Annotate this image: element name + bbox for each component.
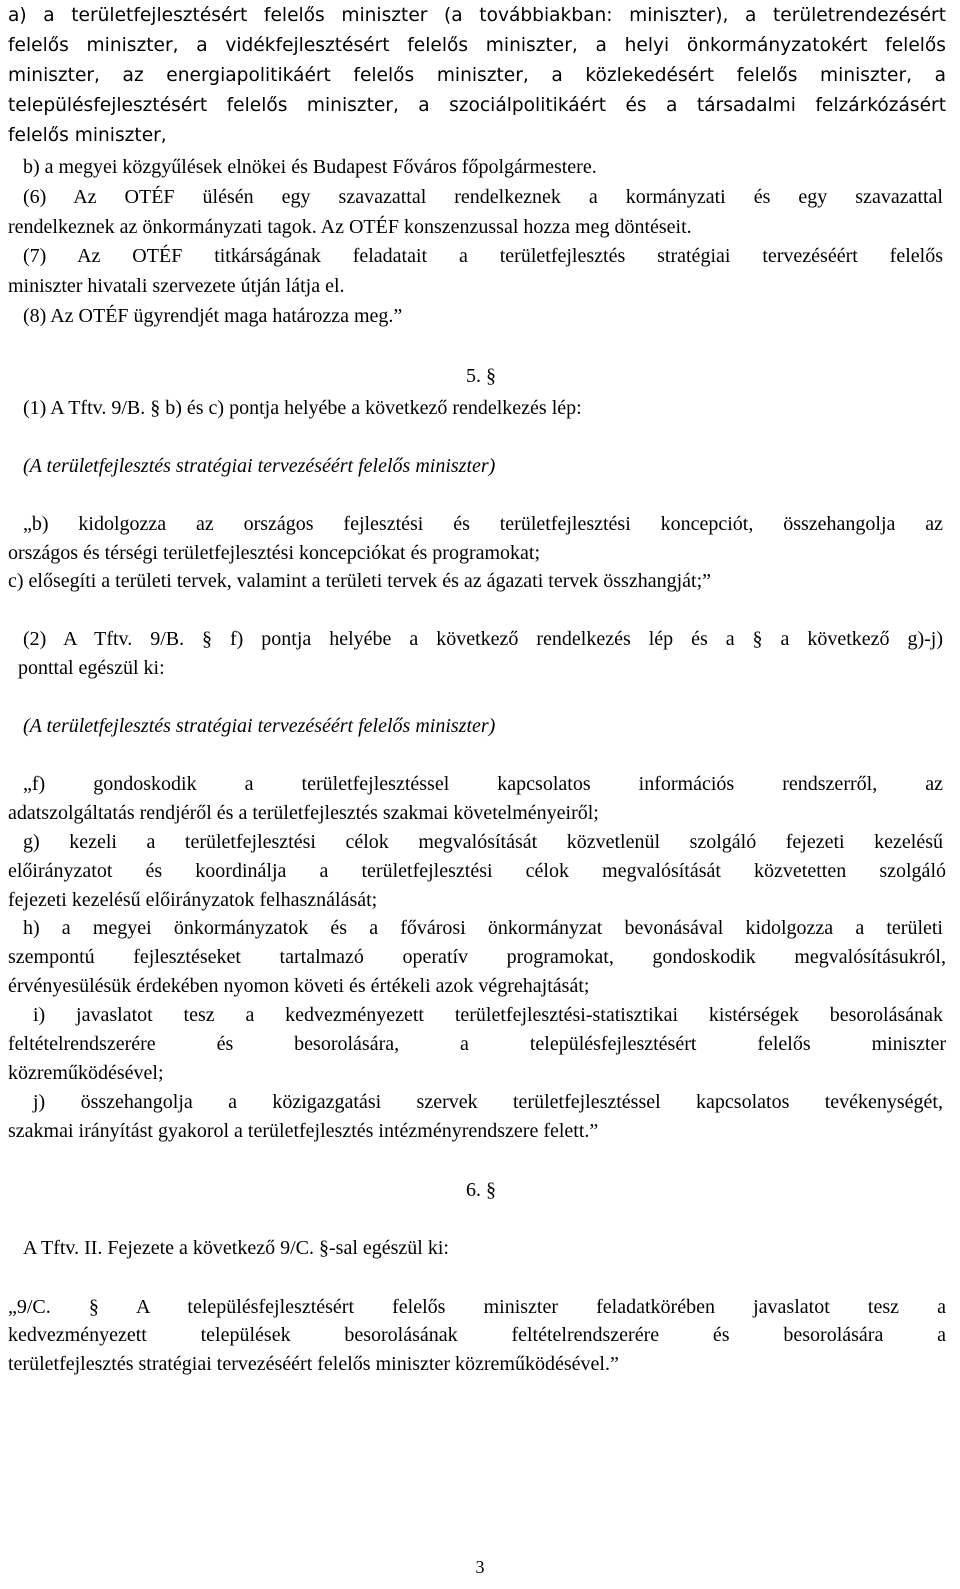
sec5-h-line-1: h) a megyei önkormányzatok és a fővárosi önkormányzat bevonásával kidolgozza a területi xyxy=(23,917,943,939)
sec5-b-line-2: országos és térségi területfejlesztési koncepciókat és programokat; xyxy=(8,542,541,564)
sec4-line-1: a) a területfejlesztésért felelős miniszter (a továbbiakban: miniszter), a területrendezésért xyxy=(8,5,946,26)
sec4-line-3: miniszter, az energiapolitikáért felelős miniszter, a közlekedésért felelős miniszter, a xyxy=(8,65,946,86)
sec4-p6-line-2: rendelkeznek az önkormányzati tagok. Az OTÉF konszenzussal hozza meg döntéseit. xyxy=(8,216,692,238)
sec4-p6-line-1: (6) Az OTÉF ülésén egy szavazattal rendelkeznek a kormányzati és egy szavazattal xyxy=(23,186,943,208)
sec5-j-line-1: j) összehangolja a közigazgatási szervek területfejlesztéssel kapcsolatos tevékenységét, xyxy=(33,1091,943,1113)
sec4-line-4: településfejlesztésért felelős miniszter, a szociálpolitikáért és a társadalmi felzárkózásért xyxy=(8,95,946,116)
sec5-f-line-2: adatszolgáltatás rendjéről és a területfejlesztés szakmai követelményeiről; xyxy=(8,802,599,824)
sec4-p7-line-1: (7) Az OTÉF titkárságának feladatait a területfejlesztés stratégiai tervezéséért felelős xyxy=(23,245,943,267)
sec5-h-line-2: szempontú fejlesztéseket tartalmazó operatív programokat, gondoskodik megvalósításukról, xyxy=(8,946,946,968)
sec5-i-line-1: i) javaslatot tesz a kedvezményezett területfejlesztési-statisztikai kistérségek besorolásának xyxy=(33,1004,943,1026)
sec5-p2-line-2: ponttal egészül ki: xyxy=(18,657,165,679)
sec6-intro: A Tftv. II. Fejezete a következő 9/C. §-sal egészül ki: xyxy=(23,1237,449,1259)
sec6-c-line-1: „9/C. § A településfejlesztésért felelős miniszter feladatkörében javaslatot tesz a xyxy=(8,1296,946,1318)
sec5-b-line-1: „b) kidolgozza az országos fejlesztési és területfejlesztési koncepciót, összehangolja az xyxy=(23,513,943,535)
page-number: 3 xyxy=(475,1557,485,1577)
sec4-p8-line: (8) Az OTÉF ügyrendjét maga határozza meg.” xyxy=(23,305,403,327)
sec4-line-2: felelős miniszter, a vidékfejlesztésért felelős miniszter, a helyi önkormányzatokért felelős xyxy=(8,35,946,56)
sec5-heading: 5. § xyxy=(466,365,496,387)
sec6-heading: 6. § xyxy=(466,1179,496,1201)
sec5-f-line-1: „f) gondoskodik a területfejlesztéssel kapcsolatos információs rendszerről, az xyxy=(23,773,943,795)
sec4-p7-line-2: miniszter hivatali szervezete útján látja el. xyxy=(8,275,345,297)
sec5-h-line-3: érvényesülésük érdekében nyomon követi és értékeli azok végrehajtását; xyxy=(8,975,590,997)
sec5-i-line-3: közreműködésével; xyxy=(8,1062,164,1084)
sec5-g-line-1: g) kezeli a területfejlesztési célok megvalósítását közvetlenül szolgáló fejezeti kezelésű xyxy=(23,831,943,853)
sec5-g-line-2: előirányzatot és koordinálja a területfejlesztési célok megvalósítását közvetetten szolgáló xyxy=(8,860,946,882)
sec5-c-line: c) elősegíti a területi tervek, valamint a területi tervek és az ágazati tervek összhangját;” xyxy=(8,570,712,592)
sec6-c-line-2: kedvezményezett települések besorolásának feltételrendszerére és besorolására a xyxy=(8,1324,946,1346)
sec6-c-line-3: területfejlesztés stratégiai tervezéséért felelős miniszter közreműködésével.” xyxy=(8,1353,619,1375)
sec4-b-line: b) a megyei közgyűlések elnökei és Budapest Főváros főpolgármestere. xyxy=(23,156,597,178)
sec5-i-line-2: feltételrendszerére és besorolására, a településfejlesztésért felelős miniszter xyxy=(8,1033,946,1055)
sec5-p2-line-1: (2) A Tftv. 9/B. § f) pontja helyébe a következő rendelkezés lép és a § a következő g)-j) xyxy=(23,628,943,650)
sec5-g-line-3: fejezeti kezelésű előirányzatok felhasználását; xyxy=(8,889,378,911)
sec5-j-line-2: szakmai irányítást gyakorol a területfejlesztés intézményrendszere felett.” xyxy=(8,1120,599,1142)
sec5-italic-intro-2: (A területfejlesztés stratégiai tervezéséért felelős miniszter) xyxy=(23,715,496,737)
sec5-italic-intro: (A területfejlesztés stratégiai tervezéséért felelős miniszter) xyxy=(23,455,496,477)
sec5-p1-line: (1) A Tftv. 9/B. § b) és c) pontja helyébe a következő rendelkezés lép: xyxy=(23,397,582,419)
sec4-line-5: felelős miniszter, xyxy=(8,125,167,146)
